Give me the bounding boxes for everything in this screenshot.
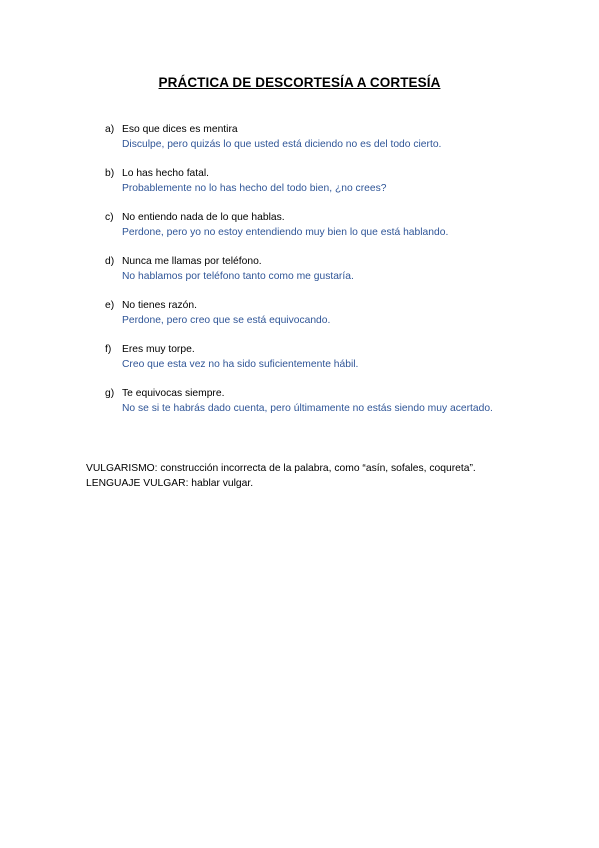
- list-item-content: [122, 299, 500, 328]
- list-item-a: [100, 123, 500, 152]
- list-marker: a): [105, 124, 115, 135]
- list-item-content: [122, 211, 500, 240]
- list-item-d: [100, 255, 500, 284]
- list-item-e: [100, 299, 500, 328]
- polite-sentence: No se si te habrás dado cuenta, pero últimamente no estás siendo muy acertado.: [122, 402, 493, 414]
- list-item-g: [100, 387, 500, 416]
- list-item-b: [100, 167, 500, 196]
- polite-sentence: Perdone, pero yo no estoy entendiendo muy bien lo que está hablando.: [122, 226, 449, 238]
- rude-sentence: Eso que dices es mentira: [122, 124, 238, 135]
- rude-sentence: No tienes razón.: [122, 300, 197, 311]
- list-item-c: [100, 211, 500, 240]
- list-item-content: [122, 255, 500, 284]
- polite-sentence: Perdone, pero creo que se está equivocando.: [122, 314, 331, 326]
- list-marker: e): [105, 300, 115, 311]
- polite-sentence: Probablemente no lo has hecho del todo bien, ¿no crees?: [122, 182, 387, 194]
- list-marker: c): [105, 212, 114, 223]
- rude-sentence: Eres muy torpe.: [122, 344, 195, 355]
- list-item-content: [122, 343, 500, 372]
- list-item-content: [122, 387, 500, 416]
- polite-sentence: Disculpe, pero quizás lo que usted está diciendo no es del todo cierto.: [122, 138, 442, 150]
- rude-sentence: Nunca me llamas por teléfono.: [122, 256, 262, 267]
- list-item-content: [122, 123, 500, 152]
- page-title: PRÁCTICA DE DESCORTESÍA A CORTESÍA: [158, 75, 441, 90]
- definitions-notes: [86, 461, 526, 491]
- list-marker: g): [105, 388, 115, 399]
- list-marker: d): [105, 256, 115, 267]
- list-marker: b): [105, 168, 115, 179]
- polite-sentence: No hablamos por teléfono tanto como me gustaría.: [122, 270, 354, 282]
- rude-sentence: No entiendo nada de lo que hablas.: [122, 212, 285, 223]
- polite-sentence: Creo que esta vez no ha sido suficientemente hábil.: [122, 358, 359, 370]
- list-item-f: [100, 343, 500, 372]
- list-item-content: [122, 167, 500, 196]
- list-marker: f): [105, 344, 112, 355]
- vulgarismo-definition: VULGARISMO: construcción incorrecta de la palabra, como “asín, sofales, coqureta”.: [86, 463, 476, 474]
- rude-sentence: Te equivocas siempre.: [122, 388, 225, 399]
- sentence-list: [100, 123, 500, 431]
- rude-sentence: Lo has hecho fatal.: [122, 168, 210, 179]
- lenguaje-vulgar-definition: LENGUAJE VULGAR: hablar vulgar.: [86, 478, 254, 489]
